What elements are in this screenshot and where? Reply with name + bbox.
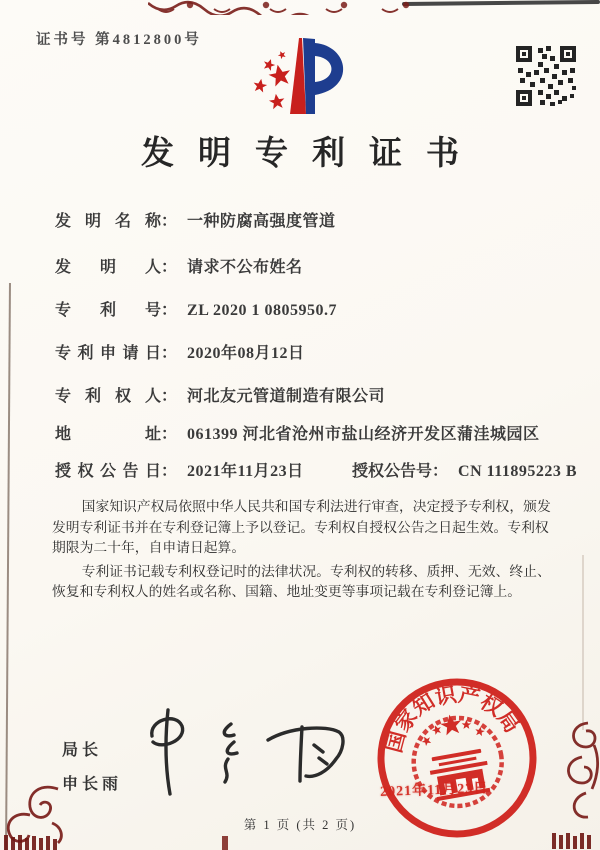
field-value: 河北友元管道制造有限公司	[187, 388, 386, 405]
field-colon: ：	[161, 345, 178, 362]
legal-paragraph-1: 国家知识产权局依照中华人民共和国专利法进行审查，决定授予专利权，颁发发明专利证书并在专利登记簿上予以登记。专利权自授权公告之日起生效。专利权期限为二十年，自申请日起算。	[52, 499, 551, 555]
bottom-red-mark	[222, 836, 228, 850]
cnipa-logo-icon	[235, 36, 365, 121]
field-colon: ：	[432, 463, 449, 480]
field-address	[55, 421, 540, 444]
legal-text-block	[52, 497, 562, 606]
field-value: 请求不公布姓名	[187, 259, 303, 276]
field-value: 2020年08月12日	[187, 345, 305, 362]
field-grant-number	[352, 458, 577, 481]
field-patentee	[55, 383, 385, 406]
field-label: 专利权人	[55, 388, 161, 405]
field-colon: ：	[161, 463, 178, 480]
signer-title: 局长	[62, 742, 103, 759]
signer-name: 申长雨	[62, 776, 123, 793]
field-colon: ：	[161, 302, 178, 319]
field-inventor	[55, 254, 303, 277]
signature-icon	[130, 698, 345, 798]
qr-code-icon	[514, 44, 578, 108]
field-value: ZL 2020 1 0805950.7	[187, 302, 337, 319]
signer-block	[62, 734, 122, 802]
page-footer: 第 1 页 (共 2 页)	[243, 818, 357, 832]
left-edge-line	[5, 283, 11, 850]
field-label: 专利号	[55, 302, 161, 319]
field-colon: ：	[161, 426, 178, 443]
grant-no-label: 授权公告号	[352, 463, 433, 480]
field-patent-number	[55, 297, 337, 320]
seal-date-stamp: 2021年11月23日	[379, 781, 489, 800]
field-label: 发明人	[55, 259, 161, 276]
top-filigree-ornament-icon	[148, 0, 420, 15]
grant-date-value: 2021年11月23日	[187, 463, 304, 480]
field-grant-row	[55, 458, 578, 481]
field-label: 发明名称	[55, 213, 161, 230]
grant-date-label: 授权公告日	[55, 463, 161, 480]
certificate-title: 发明专利证书	[141, 136, 483, 172]
field-colon: ：	[161, 388, 178, 405]
field-value: 061399 河北省沧州市盐山经济开发区蒲洼城园区	[187, 426, 540, 443]
field-value: 一种防腐高强度管道	[187, 213, 336, 230]
grant-no-value: CN 111895223 B	[458, 463, 578, 480]
seal-agency-text: 国家知识产权局	[381, 682, 525, 756]
field-colon: ：	[161, 213, 178, 230]
top-edge-line	[402, 0, 600, 6]
field-filing-date	[55, 340, 305, 363]
field-label: 专利申请日	[55, 345, 161, 362]
field-colon: ：	[161, 259, 178, 276]
field-invention-name	[55, 208, 336, 231]
legal-paragraph-2: 专利证书记载专利权登记时的法律状况。专利权的转移、质押、无效、终止、恢复和专利权人的姓名或名称、国籍、地址变更等事项记载在专利登记簿上。	[52, 563, 551, 599]
field-label: 地址	[55, 426, 161, 443]
certificate-number: 证书号 第4812800号	[36, 32, 202, 48]
right-edge-line	[582, 555, 584, 730]
